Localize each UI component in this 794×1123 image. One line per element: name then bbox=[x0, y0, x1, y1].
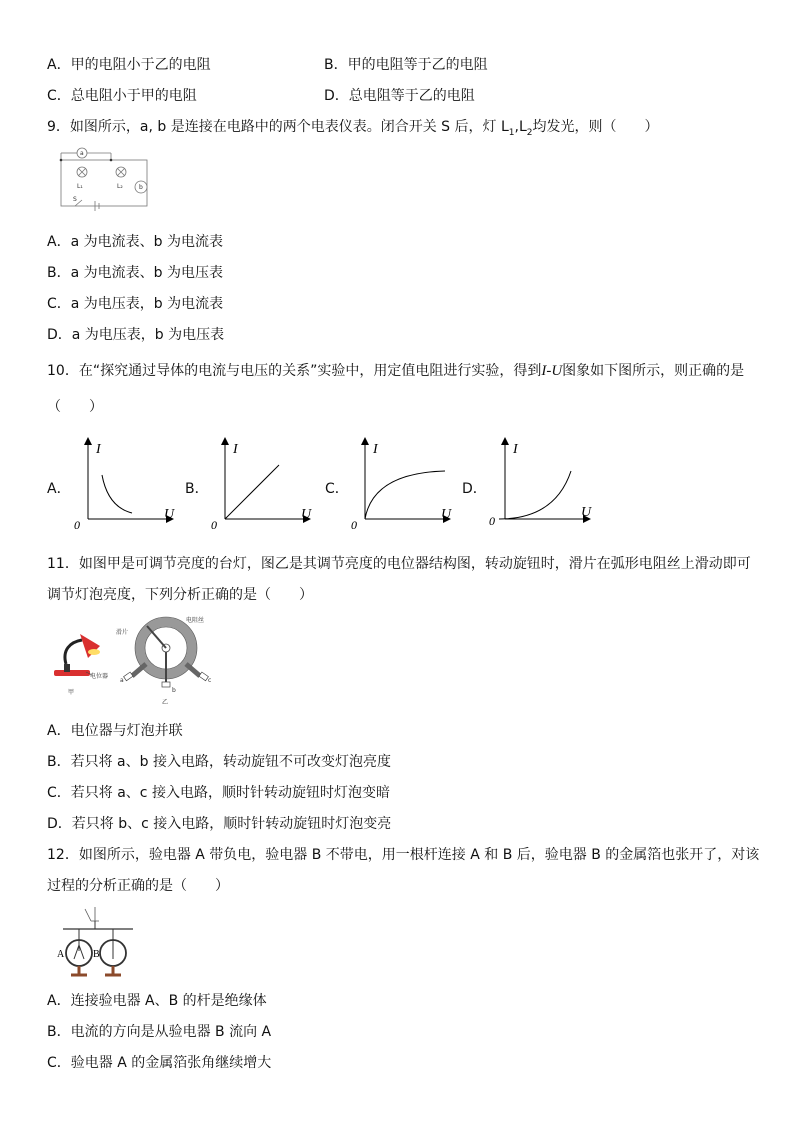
q9-meter-b-label: b bbox=[139, 184, 143, 191]
q9-option-c: C．a 为电压表，b 为电流表 bbox=[47, 296, 224, 312]
q10-graph-a-curve bbox=[102, 475, 132, 513]
q10-stem-text: 10．在“探究通过导体的电流与电压的关系”实验中，用定值电阻进行实验，得到 bbox=[47, 363, 542, 379]
q10-graph-d-i: I bbox=[513, 442, 518, 457]
q10-graph-c-origin: 0 bbox=[351, 518, 357, 532]
electroscope-b-icon bbox=[100, 929, 126, 975]
q10-graph-a-u: U bbox=[164, 507, 175, 522]
q11-terminal-a: a bbox=[120, 677, 124, 684]
q9-circuit-figure bbox=[55, 145, 155, 215]
q11-potentiometer-label: 电位器 bbox=[90, 673, 109, 680]
q8-option-a: A．甲的电阻小于乙的电阻 bbox=[47, 57, 211, 73]
q10-graph-d-curve bbox=[499, 471, 571, 519]
q10-graph-c-letter: C． bbox=[325, 481, 349, 497]
q9-option-a: A．a 为电流表、b 为电流表 bbox=[47, 234, 223, 250]
q9-meter-a-label: a bbox=[80, 150, 84, 157]
q9-sub-1: 1 bbox=[508, 127, 515, 138]
q10-graph-d-letter: D． bbox=[462, 481, 487, 497]
q11-option-d: D．若只将 b、c 接入电路，顺时针转动旋钮时灯泡变亮 bbox=[47, 816, 392, 832]
electroscope-a-icon bbox=[66, 929, 92, 975]
q9-stem-end: 均发光，则（ ） bbox=[532, 119, 659, 135]
q11-slider-label: 滑片 bbox=[116, 629, 129, 636]
q11-wire-label: 电阻丝 bbox=[186, 617, 205, 624]
q10-graph-a-origin: 0 bbox=[74, 518, 80, 532]
q12-stem-line-1: 12．如图所示，验电器 A 带负电，验电器 B 不带电，用一根杆连接 A 和 B 后，验电器 B 的金属箔也张开了，对该 bbox=[47, 847, 760, 863]
q9-option-b: B．a 为电流表、b 为电压表 bbox=[47, 265, 223, 281]
desk-lamp-icon bbox=[54, 634, 100, 676]
q10-graph-b-origin: 0 bbox=[211, 518, 217, 532]
q10-graph-a bbox=[68, 435, 180, 533]
q11-option-b: B．若只将 a、b 接入电路，转动旋钮不可改变灯泡亮度 bbox=[47, 754, 391, 770]
q10-iu-label: I-U bbox=[541, 363, 563, 379]
q10-stem bbox=[47, 362, 744, 380]
q11-option-a: A．电位器与灯泡并联 bbox=[47, 723, 183, 739]
q10-graph-d bbox=[485, 435, 597, 533]
q10-graph-c-u: U bbox=[441, 507, 452, 522]
q10-graph-d-u: U bbox=[581, 505, 592, 520]
q9-stem-comma: ,L bbox=[514, 119, 527, 135]
q11-terminal-b: b bbox=[172, 687, 176, 694]
q10-graph-b-u: U bbox=[301, 507, 312, 522]
q9-lamp-l2-label: L₂ bbox=[117, 183, 123, 190]
q11-stem-line-2: 调节灯泡亮度，下列分析正确的是（ ） bbox=[47, 587, 313, 603]
q12-option-a: A．连接验电器 A、B 的杆是绝缘体 bbox=[47, 993, 267, 1009]
q12-stem-line-2: 过程的分析正确的是（ ） bbox=[47, 878, 229, 894]
q9-sub-2: 2 bbox=[526, 127, 533, 138]
q9-switch-label: S bbox=[73, 196, 77, 203]
q10-graph-a-i: I bbox=[96, 442, 101, 457]
q10-graph-b-letter: B． bbox=[185, 481, 209, 497]
q10-graph-b-line bbox=[225, 465, 279, 519]
q10-graph-b-i: I bbox=[233, 442, 238, 457]
q11-terminal-c: c bbox=[208, 677, 212, 684]
q10-graph-d-origin: 0 bbox=[489, 514, 495, 528]
q10-paren: （ ） bbox=[47, 399, 103, 415]
q12-label-a: A bbox=[57, 949, 65, 960]
q10-stem-end: 图象如下图所示，则正确的是 bbox=[562, 363, 745, 379]
q10-graph-c-curve bbox=[365, 471, 445, 519]
q8-option-c: C．总电阻小于甲的电阻 bbox=[47, 88, 197, 104]
q12-label-b: B bbox=[93, 949, 100, 960]
q11-option-c: C．若只将 a、c 接入电路，顺时针转动旋钮时灯泡变暗 bbox=[47, 785, 390, 801]
q9-lamp-l1-label: L₁ bbox=[77, 183, 83, 190]
q11-figure bbox=[48, 612, 220, 707]
q10-graph-b bbox=[205, 435, 317, 533]
q11-fig-jia: 甲 bbox=[68, 689, 75, 696]
q10-graph-c bbox=[345, 435, 457, 533]
q9-option-d: D．a 为电压表，b 为电压表 bbox=[47, 327, 225, 343]
q12-option-b: B．电流的方向是从验电器 B 流向 A bbox=[47, 1024, 272, 1040]
hand-icon bbox=[85, 907, 99, 921]
q10-graph-c-i: I bbox=[373, 442, 378, 457]
q11-stem-line-1: 11．如图甲是可调节亮度的台灯，图乙是其调节亮度的电位器结构图，转动旋钮时，滑片在弧形电阻丝上滑动即可 bbox=[47, 556, 751, 572]
q10-graph-a-letter: A． bbox=[47, 481, 71, 497]
q8-option-d: D．总电阻等于乙的电阻 bbox=[324, 88, 475, 104]
q12-option-c: C．验电器 A 的金属箔张角继续增大 bbox=[47, 1055, 272, 1071]
potentiometer-diagram bbox=[124, 617, 212, 687]
q11-fig-yi: 乙 bbox=[162, 699, 169, 706]
q8-option-b: B．甲的电阻等于乙的电阻 bbox=[324, 57, 488, 73]
q9-stem bbox=[47, 118, 658, 142]
q12-electroscope-figure bbox=[55, 905, 140, 977]
q9-stem-text: 9．如图所示，a, b 是连接在电路中的两个电表仪表。闭合开关 S 后，灯 L bbox=[47, 119, 509, 135]
